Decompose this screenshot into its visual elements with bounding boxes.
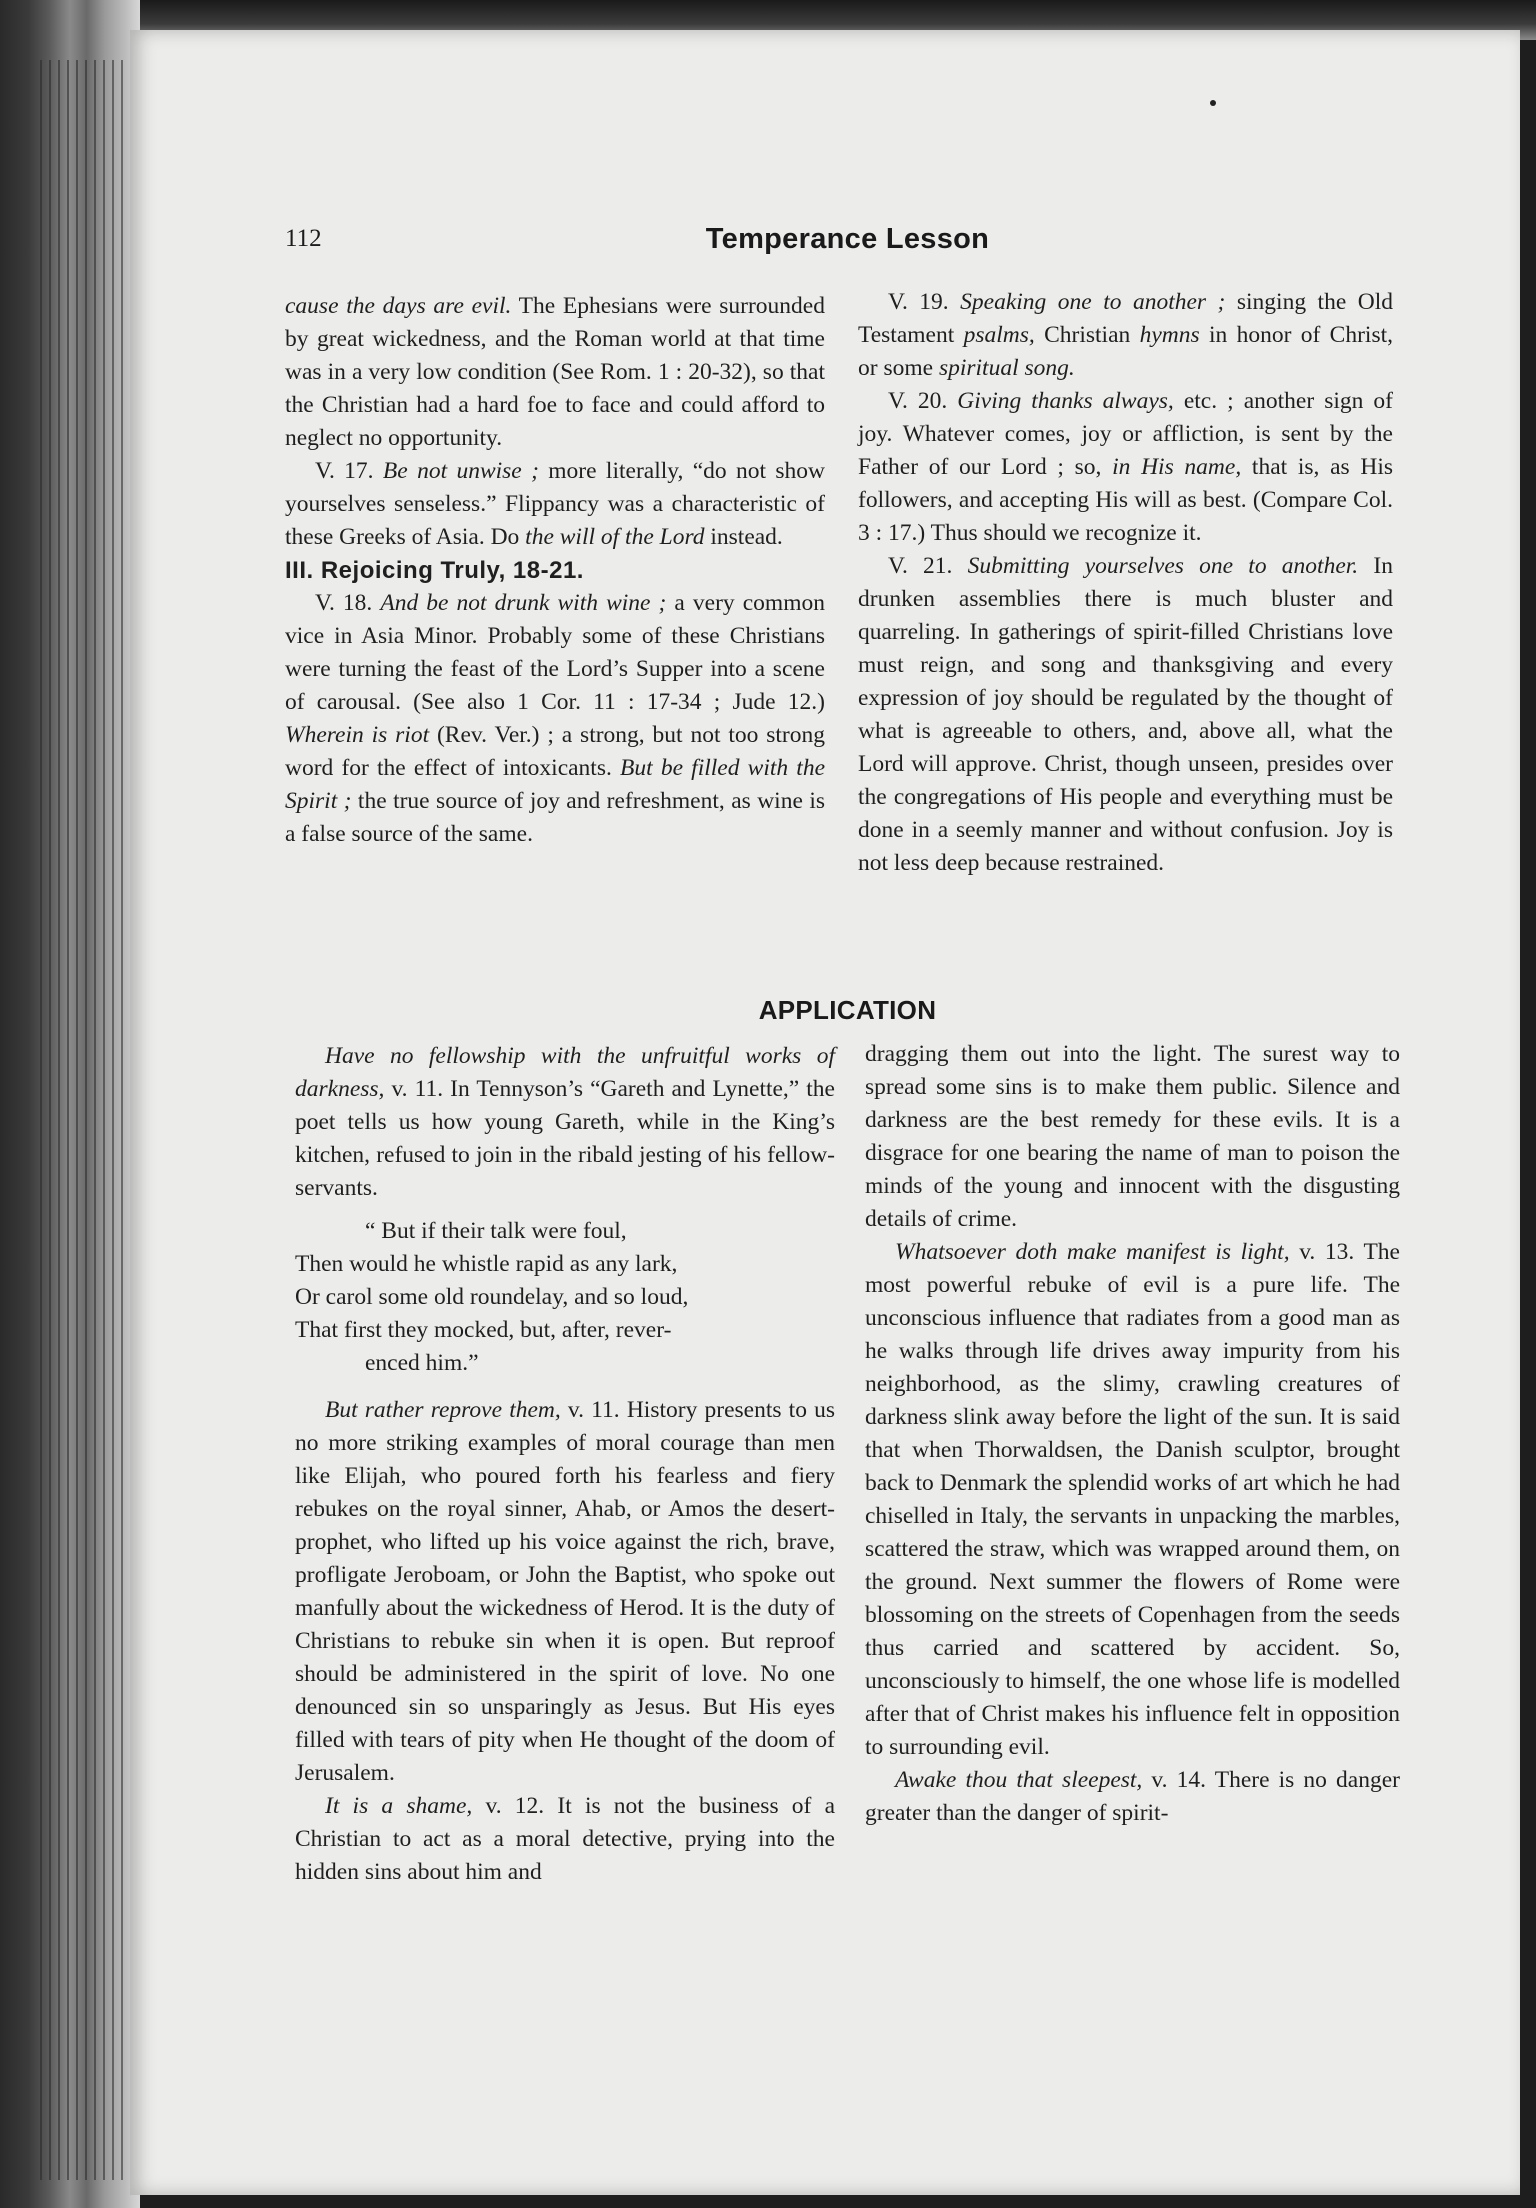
page-header	[285, 225, 1410, 265]
paragraph: V. 19. Speaking one to another ; singing the Old Testament psalms, Christian hymns in honor of Christ, or some spiritual song.	[858, 289, 1394, 381]
poem-line: That first they mocked, but, after, rever-	[295, 1317, 672, 1343]
paragraph: V. 21. Submitting yourselves one to another. In drunken assemblies there is much bluster and quarreling. In gatherings of spirit-filled Christians love must reign, and song and thanksgiving and every expression of joy should be regulated by the thought of what is agreeable to others, and, above all, what the Lord will approve. Christ, though unseen, presides over the congregations of His people and everything must be done in a seemly manner and without confusion. Joy is not less deep because restrained.	[858, 553, 1393, 876]
paragraph: Whatsoever doth make manifest is light, v. 13. The most powerful rebuke of evil is a pure life. The unconscious influence that radiates from a good man as he walks through life drives away impurity from his neighborhood, as the slimy, crawling creatures of darkness slink away before the light of the sun. It is said that when Thorwaldsen, the Danish sculptor, brought back to Denmark the splendid works of art which he had chiselled in Italy, the servants in unpacking the marbles, scattered the straw, which was wrapped around them, on the ground. Next summer the flowers of Rome were blossoming on the streets of Copenhagen from the seeds thus carried and scattered by accident. So, unconsciously to himself, the one whose life is modelled after that of Christ makes his influence felt in opposition to surrounding evil.	[865, 1239, 1400, 1760]
paragraph: V. 20. Giving thanks always, etc. ; another sign of joy. Whatever comes, joy or affliction, is sent by the Father of our Lord ; so, in His name, that is, as His followers, and accepting His will as best. (Compare Col. 3 : 17.) Thus should we recognize it.	[858, 388, 1394, 546]
poem-line: enced him.”	[365, 1350, 479, 1376]
page-edges	[40, 60, 130, 2180]
paragraph: But rather reprove them, v. 11. History presents to us no more striking examples of moral courage than men like Elijah, who poured forth his fearless and fiery rebukes on the royal sinner, Ahab, or Amos the desert-prophet, who lifted up his voice against the rich, brave, profligate Jeroboam, or John the Baptist, who spoke out manfully about the wickedness of Herod. It is the duty of Christians to rebuke sin when it is open. But reproof should be administered in the spirit of love. No one denounced sin so unsparingly as Jesus. But His eyes filled with tears of pity when He thought of the doom of Jerusalem.	[295, 1397, 835, 1786]
paragraph: cause the days are evil. The Ephesians were surrounded by great wickedness, and the Roman world at that time was in a very low condition (See Rom. 1 : 20-32), so that the Christian had a hard foe to face and could afford to neglect no opportunity.	[285, 293, 825, 451]
paragraph: V. 18. And be not drunk with wine ; a very common vice in Asia Minor. Probably some of these Christians were turning the feast of the Lord’s Supper into a scene of carousal. (See also 1 Cor. 11 : 17-34 ; Jude 12.) Wherein is riot (Rev. Ver.) ; a strong, but not too strong word for the effect of intoxicants. But be filled with the Spirit ; the true source of joy and refreshment, as wine is a false source of the same.	[285, 590, 825, 847]
paragraph: It is a shame, v. 12. It is not the business of a Christian to act as a moral detective, prying into the hidden sins about him and	[295, 1793, 835, 1885]
page-number: 112	[285, 225, 322, 252]
poem-line: Then would he whistle rapid as any lark,	[295, 1251, 678, 1277]
poem-line: Or carol some old roundelay, and so loud,	[295, 1284, 689, 1310]
bottom-left-column	[295, 1040, 835, 1889]
top-left-column	[285, 290, 825, 851]
section-heading: III. Rejoicing Truly, 18-21.	[285, 557, 584, 584]
bottom-right-column	[865, 1038, 1400, 1830]
running-title: Temperance Lesson	[705, 223, 990, 255]
paragraph: V. 17. Be not unwise ; more literally, “do not show yourselves senseless.” Flippancy was a characteristic of these Greeks of Asia. Do the will of the Lord instead.	[285, 458, 826, 550]
paragraph: dragging them out into the light. The surest way to spread some sins is to make them public. Silence and darkness are the best remedy for these evils. It is a disgrace for one bearing the name of man to poison the minds of the young and innocent with the disgusting details of crime.	[865, 1041, 1400, 1232]
poem-quote	[295, 1215, 835, 1380]
application-heading: APPLICATION	[758, 995, 937, 1025]
paragraph: Have no fellowship with the unfruitful works of darkness, v. 11. In Tennyson’s “Gareth and Lynette,” the poet tells us how young Gareth, while in the King’s kitchen, refused to join in the ribald jesting of his fellow-servants.	[295, 1043, 835, 1201]
ink-speck	[1210, 100, 1216, 106]
top-right-column	[858, 286, 1393, 880]
poem-line: “ But if their talk were foul,	[365, 1218, 627, 1244]
paragraph: Awake thou that sleepest, v. 14. There is no danger greater than the danger of spirit-	[865, 1767, 1400, 1826]
